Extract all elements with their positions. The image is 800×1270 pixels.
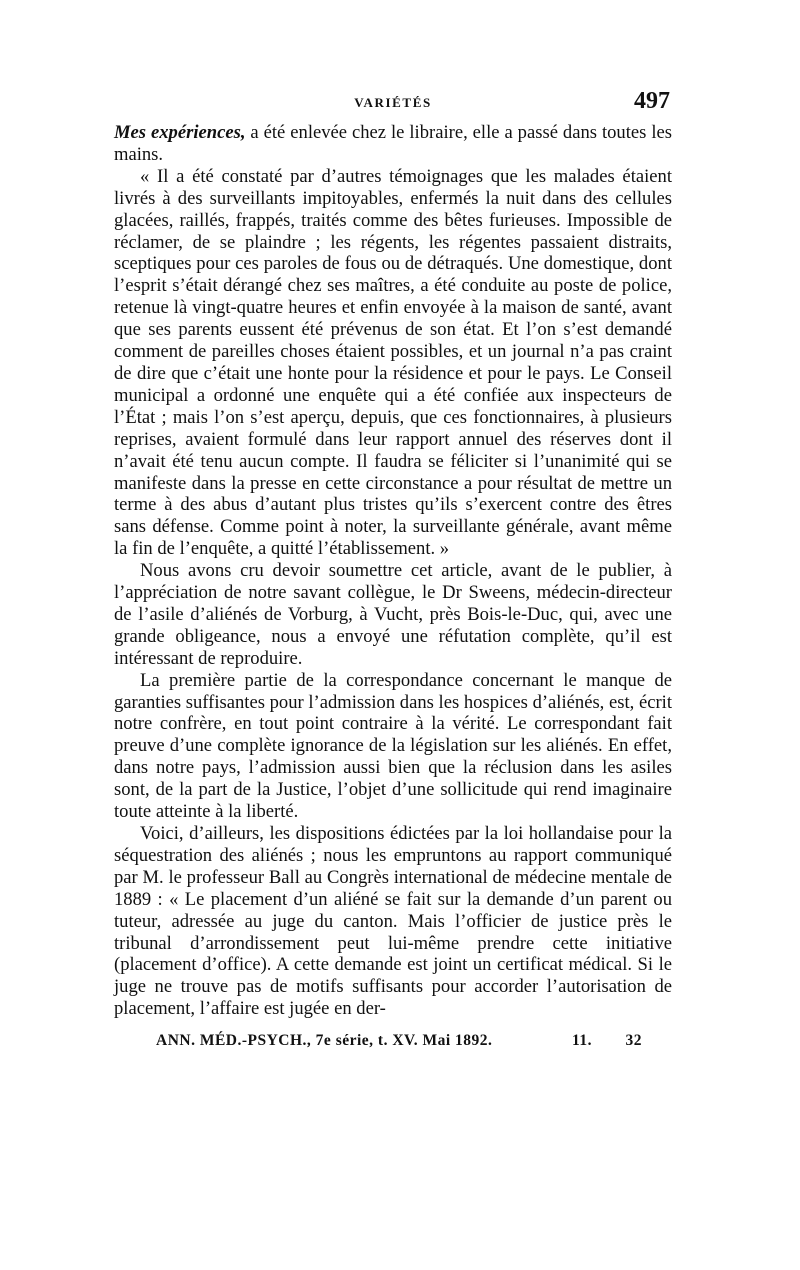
- main-text: [114, 122, 672, 1020]
- running-title: VARIÉTÉS: [354, 95, 432, 110]
- footer-journal-citation: ANN. MÉD.-PSYCH., 7e série, t. XV. Mai 1892.: [156, 1032, 493, 1050]
- page-number: 497: [634, 88, 670, 114]
- paragraph-1-text: a été enlevée chez le libraire, elle a passé dans toutes les mains.: [114, 122, 672, 165]
- footer-signature-number: 32: [625, 1032, 642, 1050]
- paragraph-5: Voici, d’ailleurs, les dispositions édictées par la loi hollandaise pour la séquestration des aliénés ; nous les empruntons au rapport communiqué par M. le professeur Ball au Congrès international de médecine mentale de 1889 : « Le placement d’un aliéné se fait sur la demande d’un parent ou tuteur, adressée au juge du canton. Mais l’officier de justice près le tribunal d’arrondissement peut lui-même prendre cette initiative (placement d’office). A cette demande est joint un certificat médical. Si le juge ne trouve pas de motifs suffisants pour accorder l’autorisation de placement, l’affaire est jugée en der-: [114, 823, 672, 1020]
- paragraph-2: « Il a été constaté par d’autres témoignages que les malades étaient livrés à des surveillants impitoyables, enfermés la nuit dans des cellules glacées, raillés, frappés, traités comme des bêtes furieuses. Impossible de réclamer, de se plaindre ; les régents, les régentes passaient distraits, sceptiques pour ces paroles de fous ou de détraqués. Une domestique, dont l’esprit s’était dérangé chez ses maîtres, a été conduite au poste de police, retenue là vingt-quatre heures et enfin envoyée à la maison de santé, avant que ses parents eussent été prévenus de son état. Et l’on s’est demandé comment de pareilles choses étaient possibles, et un journal n’a pas craint de dire que c’était une honte pour la résidence et pour le pays. Le Conseil municipal a ordonné une enquête qui a été confiée aux inspecteurs de l’État ; mais l’on s’est aperçu, depuis, que ces fonctionnaires, à plusieurs reprises, avaient formulé dans leur rapport annuel des réserves dont il n’avait été tenu aucun compte. Il faudra se féliciter si l’unanimité qui se manifeste dans la presse en cette circonstance a pour résultat de mettre un terme à des abus d’autant plus tristes qu’ils s’exercent contre des êtres sans défense. Comme point à noter, la surveillante générale, avant même la fin de l’enquête, a quitté l’établissement. »: [114, 165, 672, 560]
- book-page: [114, 88, 672, 1056]
- italic-book-title: Mes expériences,: [114, 122, 246, 143]
- footer-sheet-number: 11.: [572, 1032, 593, 1050]
- page-footer: [114, 1032, 672, 1056]
- paragraph-4: La première partie de la correspondance concernant le manque de garanties suffisantes pour l’admission dans les hospices d’aliénés, est, écrit notre confrère, en tout point contraire à la vérité. Le correspondant fait preuve d’une complète ignorance de la législation sur les aliénés. En effet, dans notre pays, l’admission aussi bien que la réclusion dans les asiles sont, de la part de la Justice, l’objet d’une sollicitude qui rend imaginaire toute atteinte à la liberté.: [114, 669, 672, 823]
- paragraph-1: [114, 122, 672, 166]
- running-header: [114, 88, 672, 122]
- paragraph-3: Nous avons cru devoir soumettre cet article, avant de le publier, à l’appréciation de notre savant collègue, le Dr Sweens, médecin-directeur de l’asile d’aliénés de Vorburg, à Vucht, près Bois-le-Duc, qui, avec une grande obligeance, nous a envoyé une réfutation complète, qu’il est intéressant de reproduire.: [114, 560, 672, 669]
